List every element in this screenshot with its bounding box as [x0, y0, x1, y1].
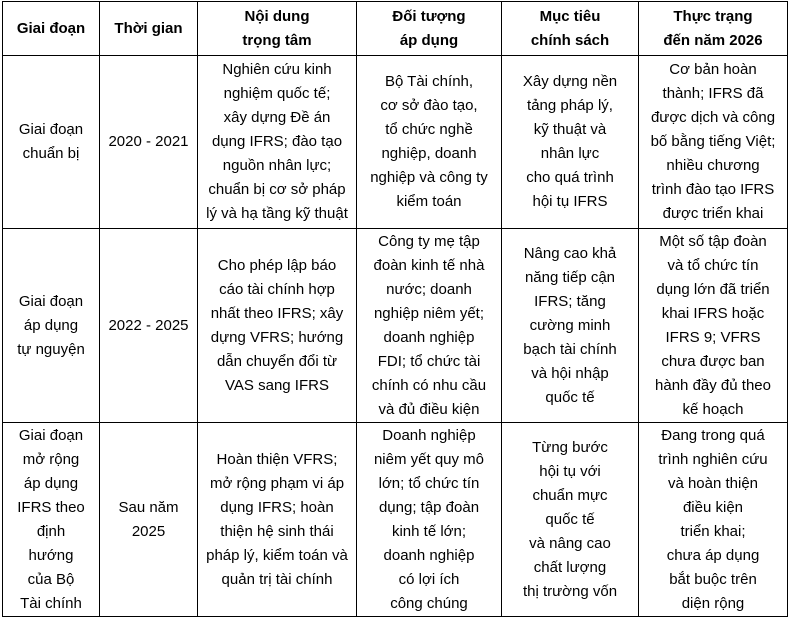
table-row — [3, 423, 788, 617]
ifrs-roadmap-table — [2, 1, 788, 617]
header-target-entities: Đối tượng áp dụng — [357, 2, 502, 56]
cell-policy-goals: Nâng cao khả năng tiếp cận IFRS; tăng cường minh bạch tài chính và hội nhập quốc tế — [502, 229, 639, 423]
cell-focus-content: Hoàn thiện VFRS; mở rộng phạm vi áp dụng IFRS; hoàn thiện hệ sinh thái pháp lý, kiểm toán và quản trị tài chính — [198, 423, 357, 617]
cell-status: Cơ bản hoàn thành; IFRS đã được dịch và công bố bằng tiếng Việt; nhiều chương trình đào tạo IFRS được triển khai — [639, 56, 788, 229]
header-row — [3, 2, 788, 56]
cell-policy-goals: Xây dựng nền tảng pháp lý, kỹ thuật và nhân lực cho quá trình hội tụ IFRS — [502, 56, 639, 229]
cell-target-entities: Doanh nghiệp niêm yết quy mô lớn; tổ chức tín dụng; tập đoàn kinh tế lớn; doanh nghiệp có lợi ích công chúng — [357, 423, 502, 617]
cell-status: Một số tập đoàn và tổ chức tín dụng lớn đã triển khai IFRS hoặc IFRS 9; VFRS chưa được ban hành đầy đủ theo kế hoạch — [639, 229, 788, 423]
cell-phase: Giai đoạn áp dụng tự nguyện — [3, 229, 100, 423]
cell-time: Sau năm 2025 — [100, 423, 198, 617]
header-phase: Giai đoạn — [3, 2, 100, 56]
header-focus-content: Nội dung trọng tâm — [198, 2, 357, 56]
cell-target-entities: Bộ Tài chính, cơ sở đào tạo, tổ chức nghề nghiệp, doanh nghiệp và công ty kiểm toán — [357, 56, 502, 229]
cell-focus-content: Nghiên cứu kinh nghiệm quốc tế; xây dựng Đề án dụng IFRS; đào tạo nguồn nhân lực; chuẩn bị cơ sở pháp lý và hạ tầng kỹ thuật — [198, 56, 357, 229]
table-row — [3, 56, 788, 229]
cell-phase: Giai đoạn mở rộng áp dụng IFRS theo định hướng của Bộ Tài chính — [3, 423, 100, 617]
header-time: Thời gian — [100, 2, 198, 56]
cell-focus-content: Cho phép lập báo cáo tài chính hợp nhất theo IFRS; xây dựng VFRS; hướng dẫn chuyển đổi từ VAS sang IFRS — [198, 229, 357, 423]
cell-status: Đang trong quá trình nghiên cứu và hoàn thiện điều kiện triển khai; chưa áp dụng bắt buộc trên diện rộng — [639, 423, 788, 617]
cell-time: 2022 - 2025 — [100, 229, 198, 423]
cell-policy-goals: Từng bước hội tụ với chuẩn mực quốc tế và nâng cao chất lượng thị trường vốn — [502, 423, 639, 617]
header-status-2026: Thực trạng đến năm 2026 — [639, 2, 788, 56]
header-policy-goals: Mục tiêu chính sách — [502, 2, 639, 56]
cell-phase: Giai đoạn chuẩn bị — [3, 56, 100, 229]
cell-time: 2020 - 2021 — [100, 56, 198, 229]
cell-target-entities: Công ty mẹ tập đoàn kinh tế nhà nước; doanh nghiệp niêm yết; doanh nghiệp FDI; tổ chức tài chính có nhu cầu và đủ điều kiện — [357, 229, 502, 423]
table-row — [3, 229, 788, 423]
